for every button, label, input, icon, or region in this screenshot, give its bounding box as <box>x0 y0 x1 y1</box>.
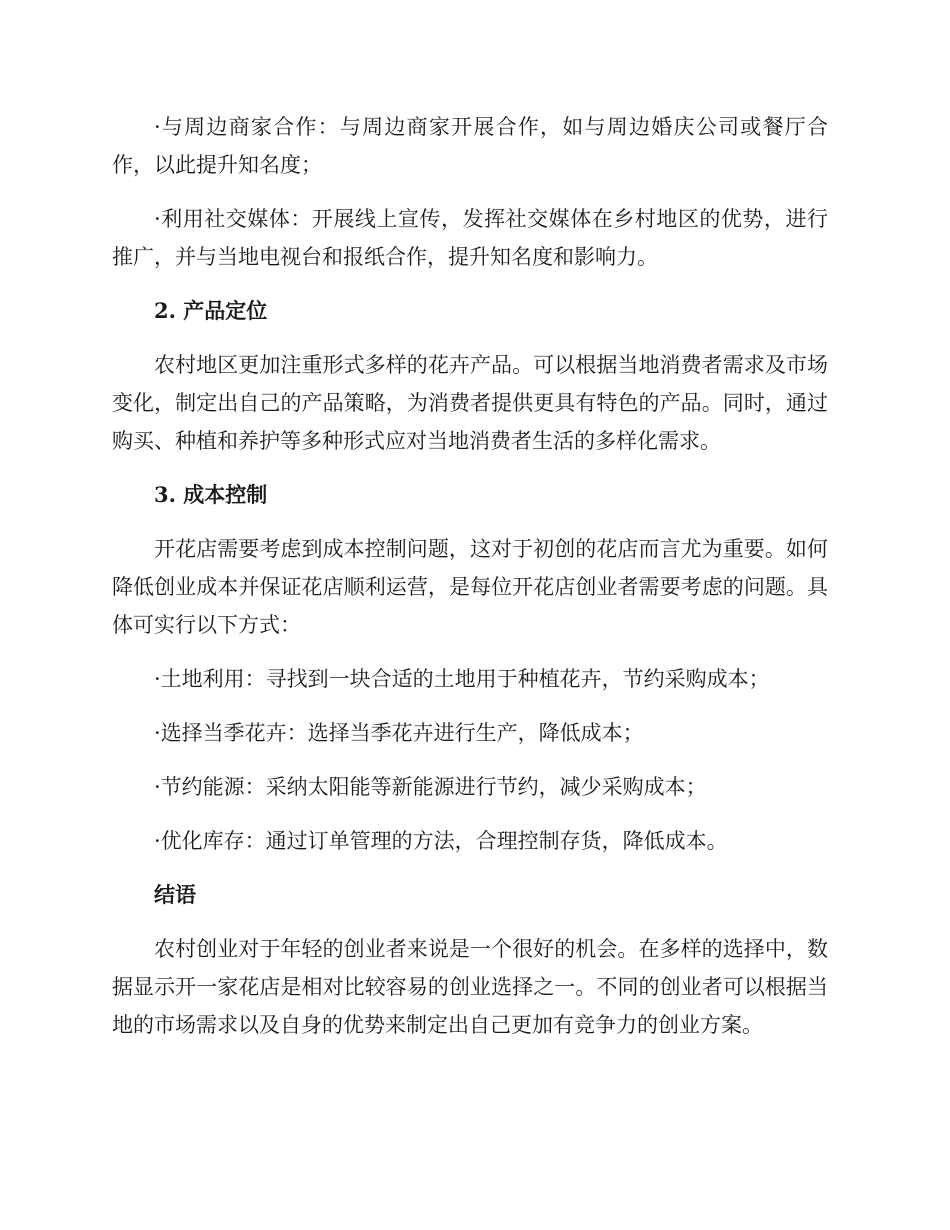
section-heading-conclusion: 结语 <box>154 882 196 907</box>
section-heading-product-positioning: 2. 产品定位 <box>154 298 268 323</box>
document-page <box>112 108 828 1044</box>
paragraph-product-positioning: 农村地区更加注重形式多样的花卉产品。可以根据当地消费者需求及市场变化，制定出自己的产品策略，为消费者提供更具有特色的产品。同时，通过购买、种植和养护等多种形式应对当地消费者生活的多样化需求。 <box>112 353 828 453</box>
bullet-social-media: ·利用社交媒体：开展线上宣传，发挥社交媒体在乡村地区的优势，进行推广，并与当地电视台和报纸合作，提升知名度和影响力。 <box>112 207 828 269</box>
bullet-seasonal-flowers: ·选择当季花卉：选择当季花卉进行生产，降低成本； <box>154 721 644 745</box>
bullet-inventory: ·优化库存：通过订单管理的方法，合理控制存货，降低成本。 <box>154 829 728 853</box>
paragraph-cost-control: 开花店需要考虑到成本控制问题，这对于初创的花店而言尤为重要。如何降低创业成本并保证花店顺利运营，是每位开花店创业者需要考虑的问题。具体可实行以下方式： <box>112 537 828 637</box>
bullet-land-use: ·土地利用：寻找到一块合适的土地用于种植花卉，节约采购成本； <box>154 667 770 691</box>
bullet-merchant-cooperation: ·与周边商家合作：与周边商家开展合作，如与周边婚庆公司或餐厅合作，以此提升知名度； <box>112 115 828 177</box>
paragraph-conclusion: 农村创业对于年轻的创业者来说是一个很好的机会。在多样的选择中，数据显示开一家花店是相对比较容易的创业选择之一。不同的创业者可以根据当地的市场需求以及自身的优势来制定出自己更加有竞争力的创业方案。 <box>112 937 828 1037</box>
section-heading-cost-control: 3. 成本控制 <box>154 482 268 507</box>
bullet-energy-saving: ·节约能源：采纳太阳能等新能源进行节约，减少采购成本； <box>154 775 707 799</box>
